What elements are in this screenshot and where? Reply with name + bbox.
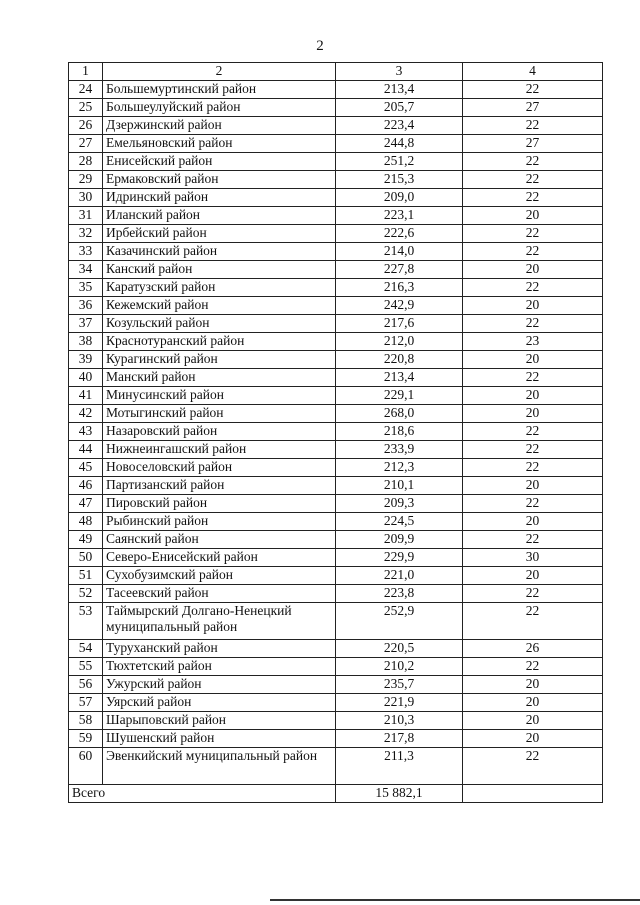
value-col4: 20 (463, 477, 603, 495)
value-col3: 210,3 (336, 712, 463, 730)
value-col3: 216,3 (336, 279, 463, 297)
table-row (69, 513, 603, 531)
value-col4: 26 (463, 640, 603, 658)
row-number: 57 (69, 694, 103, 712)
table-row (69, 477, 603, 495)
value-col4: 20 (463, 730, 603, 748)
table-row (69, 658, 603, 676)
row-number: 49 (69, 531, 103, 549)
row-number: 36 (69, 297, 103, 315)
district-name: Козульский район (103, 315, 336, 333)
row-number: 50 (69, 549, 103, 567)
district-name: Ирбейский район (103, 225, 336, 243)
value-col4: 20 (463, 694, 603, 712)
table-row (69, 495, 603, 513)
value-col3: 220,8 (336, 351, 463, 369)
value-col3: 252,9 (336, 603, 463, 640)
value-col3: 210,1 (336, 477, 463, 495)
row-number: 27 (69, 135, 103, 153)
value-col3: 213,4 (336, 81, 463, 99)
table-row (69, 640, 603, 658)
district-name: Каратузский район (103, 279, 336, 297)
value-col4: 22 (463, 243, 603, 261)
row-number: 56 (69, 676, 103, 694)
table-row (69, 279, 603, 297)
table-row (69, 333, 603, 351)
row-number: 59 (69, 730, 103, 748)
table-row (69, 603, 603, 640)
table-row (69, 171, 603, 189)
value-col3: 229,1 (336, 387, 463, 405)
row-number: 33 (69, 243, 103, 261)
row-number: 32 (69, 225, 103, 243)
value-col3: 221,9 (336, 694, 463, 712)
value-col4: 20 (463, 261, 603, 279)
value-col4: 22 (463, 531, 603, 549)
value-col3: 233,9 (336, 441, 463, 459)
district-name: Северо-Енисейский район (103, 549, 336, 567)
value-col3: 224,5 (336, 513, 463, 531)
district-name: Рыбинский район (103, 513, 336, 531)
row-number: 58 (69, 712, 103, 730)
value-col4: 20 (463, 207, 603, 225)
row-number: 52 (69, 585, 103, 603)
value-col4: 22 (463, 279, 603, 297)
district-name: Шарыповский район (103, 712, 336, 730)
value-col4: 22 (463, 315, 603, 333)
total-row (69, 785, 603, 803)
table-row (69, 676, 603, 694)
value-col3: 212,3 (336, 459, 463, 477)
table-header-row (69, 63, 603, 81)
value-col4: 30 (463, 549, 603, 567)
column-header: 2 (103, 63, 336, 81)
district-name: Большеулуйский район (103, 99, 336, 117)
district-name: Дзержинский район (103, 117, 336, 135)
table-row (69, 549, 603, 567)
table-row (69, 243, 603, 261)
table-row (69, 423, 603, 441)
district-name: Назаровский район (103, 423, 336, 441)
column-header: 3 (336, 63, 463, 81)
district-name: Сухобузимский район (103, 567, 336, 585)
district-name: Таймырский Долгано-Ненецкий муниципальный район (103, 603, 336, 640)
value-col3: 223,1 (336, 207, 463, 225)
table-row (69, 567, 603, 585)
row-number: 37 (69, 315, 103, 333)
value-col3: 209,9 (336, 531, 463, 549)
value-col4: 22 (463, 81, 603, 99)
row-number: 41 (69, 387, 103, 405)
table-row (69, 387, 603, 405)
district-name: Партизанский район (103, 477, 336, 495)
row-number: 42 (69, 405, 103, 423)
row-number: 44 (69, 441, 103, 459)
district-name: Минусинский район (103, 387, 336, 405)
column-header: 1 (69, 63, 103, 81)
table-row (69, 135, 603, 153)
table-row (69, 712, 603, 730)
row-number: 53 (69, 603, 103, 640)
value-col4: 20 (463, 387, 603, 405)
value-col4: 22 (463, 585, 603, 603)
value-col3: 217,6 (336, 315, 463, 333)
value-col4: 22 (463, 441, 603, 459)
table-row (69, 315, 603, 333)
value-col3: 235,7 (336, 676, 463, 694)
table-row (69, 531, 603, 549)
value-col3: 244,8 (336, 135, 463, 153)
value-col4: 20 (463, 567, 603, 585)
value-col3: 222,6 (336, 225, 463, 243)
value-col3: 251,2 (336, 153, 463, 171)
table-row (69, 694, 603, 712)
value-col4: 22 (463, 369, 603, 387)
row-number: 34 (69, 261, 103, 279)
district-name: Кежемский район (103, 297, 336, 315)
value-col4: 20 (463, 351, 603, 369)
row-number: 46 (69, 477, 103, 495)
page-number: 2 (316, 38, 324, 54)
value-col3: 220,5 (336, 640, 463, 658)
value-col4: 22 (463, 459, 603, 477)
row-number: 28 (69, 153, 103, 171)
total-label: Всего (69, 785, 336, 803)
value-col4: 22 (463, 189, 603, 207)
row-number: 24 (69, 81, 103, 99)
district-name: Саянский район (103, 531, 336, 549)
value-col3: 242,9 (336, 297, 463, 315)
row-number: 26 (69, 117, 103, 135)
value-col4: 22 (463, 748, 603, 785)
table-row (69, 117, 603, 135)
table-row (69, 81, 603, 99)
district-name: Енисейский район (103, 153, 336, 171)
row-number: 30 (69, 189, 103, 207)
row-number: 45 (69, 459, 103, 477)
row-number: 54 (69, 640, 103, 658)
value-col3: 214,0 (336, 243, 463, 261)
value-col4: 20 (463, 405, 603, 423)
row-number: 55 (69, 658, 103, 676)
row-number: 51 (69, 567, 103, 585)
table-row (69, 405, 603, 423)
value-col3: 217,8 (336, 730, 463, 748)
district-name: Мотыгинский район (103, 405, 336, 423)
value-col4: 23 (463, 333, 603, 351)
district-name: Казачинский район (103, 243, 336, 261)
table-row (69, 459, 603, 477)
table-row (69, 297, 603, 315)
row-number: 25 (69, 99, 103, 117)
row-number: 35 (69, 279, 103, 297)
footer-divider (270, 899, 640, 901)
district-name: Манский район (103, 369, 336, 387)
value-col4: 20 (463, 676, 603, 694)
table-row (69, 369, 603, 387)
value-col3: 221,0 (336, 567, 463, 585)
district-name: Туруханский район (103, 640, 336, 658)
value-col3: 205,7 (336, 99, 463, 117)
table-row (69, 441, 603, 459)
row-number: 29 (69, 171, 103, 189)
value-col4: 22 (463, 423, 603, 441)
value-col4: 20 (463, 712, 603, 730)
value-col3: 229,9 (336, 549, 463, 567)
row-number: 38 (69, 333, 103, 351)
row-number: 31 (69, 207, 103, 225)
district-name: Идринский район (103, 189, 336, 207)
value-col3: 209,3 (336, 495, 463, 513)
district-name: Большемуртинский район (103, 81, 336, 99)
value-col3: 223,8 (336, 585, 463, 603)
district-name: Тасеевский район (103, 585, 336, 603)
district-name: Краснотуранский район (103, 333, 336, 351)
row-number: 48 (69, 513, 103, 531)
value-col4: 20 (463, 513, 603, 531)
district-name: Канский район (103, 261, 336, 279)
total-empty-cell (463, 785, 603, 803)
value-col4: 27 (463, 99, 603, 117)
district-name: Шушенский район (103, 730, 336, 748)
value-col4: 22 (463, 153, 603, 171)
value-col3: 209,0 (336, 189, 463, 207)
value-col4: 22 (463, 117, 603, 135)
total-value: 15 882,1 (336, 785, 463, 803)
value-col4: 22 (463, 225, 603, 243)
table-row (69, 748, 603, 785)
district-name: Емельяновский район (103, 135, 336, 153)
table-row (69, 585, 603, 603)
district-name: Нижнеингашский район (103, 441, 336, 459)
value-col3: 218,6 (336, 423, 463, 441)
value-col3: 213,4 (336, 369, 463, 387)
district-name: Тюхтетский район (103, 658, 336, 676)
data-table (68, 62, 603, 803)
district-name: Эвенкийский муниципальный район (103, 748, 336, 785)
table-row (69, 153, 603, 171)
row-number: 47 (69, 495, 103, 513)
value-col3: 215,3 (336, 171, 463, 189)
column-header: 4 (463, 63, 603, 81)
row-number: 60 (69, 748, 103, 785)
table-row (69, 99, 603, 117)
value-col3: 210,2 (336, 658, 463, 676)
table-row (69, 189, 603, 207)
value-col3: 268,0 (336, 405, 463, 423)
district-name: Новоселовский район (103, 459, 336, 477)
row-number: 40 (69, 369, 103, 387)
table-row (69, 225, 603, 243)
table-row (69, 730, 603, 748)
value-col3: 223,4 (336, 117, 463, 135)
value-col4: 22 (463, 495, 603, 513)
district-name: Курагинский район (103, 351, 336, 369)
table-row (69, 351, 603, 369)
table-row (69, 261, 603, 279)
district-name: Иланский район (103, 207, 336, 225)
value-col3: 212,0 (336, 333, 463, 351)
district-name: Пировский район (103, 495, 336, 513)
district-name: Ужурский район (103, 676, 336, 694)
value-col4: 20 (463, 297, 603, 315)
value-col3: 227,8 (336, 261, 463, 279)
value-col4: 27 (463, 135, 603, 153)
value-col4: 22 (463, 658, 603, 676)
district-name: Уярский район (103, 694, 336, 712)
row-number: 39 (69, 351, 103, 369)
value-col3: 211,3 (336, 748, 463, 785)
district-name: Ермаковский район (103, 171, 336, 189)
table-row (69, 207, 603, 225)
row-number: 43 (69, 423, 103, 441)
value-col4: 22 (463, 603, 603, 640)
value-col4: 22 (463, 171, 603, 189)
